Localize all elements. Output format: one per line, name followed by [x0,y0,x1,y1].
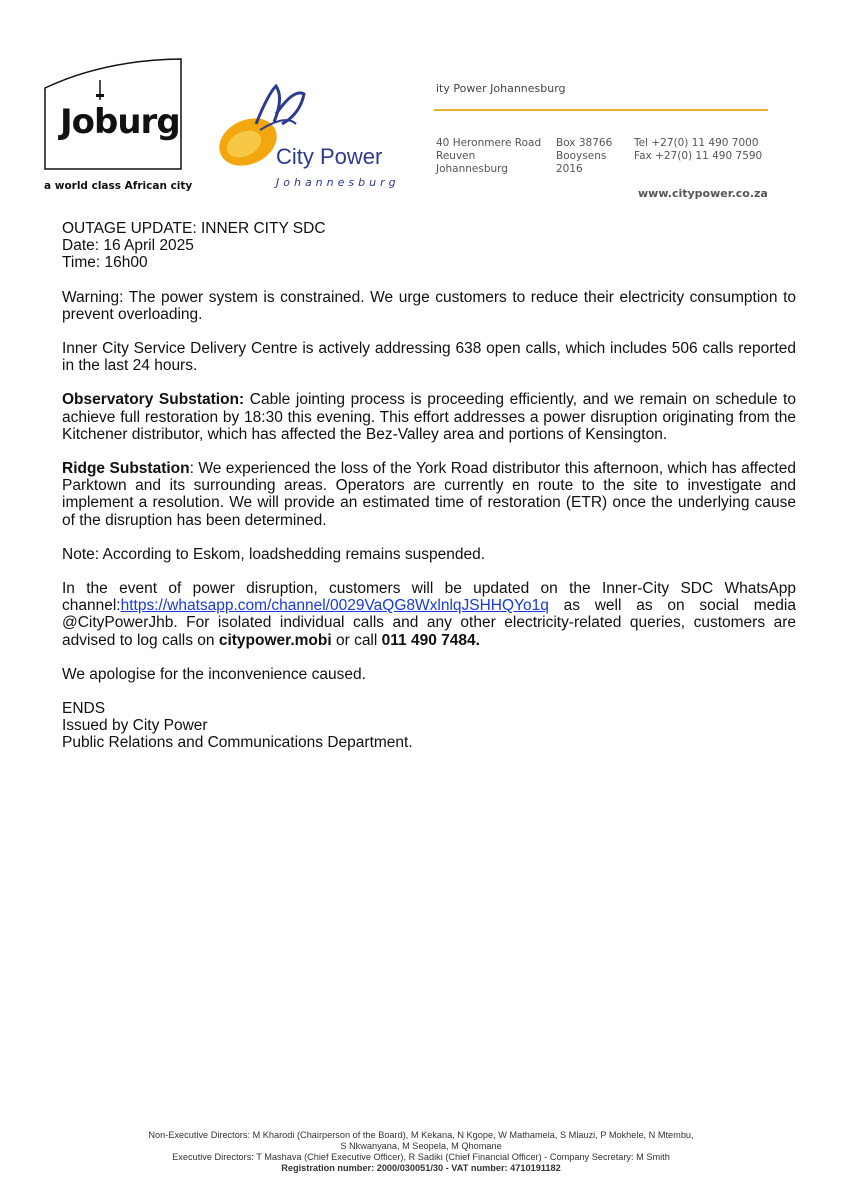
address-line: 2016 [556,163,583,175]
postal-address [556,137,612,176]
or-call-text: or call [331,631,382,649]
doc-date: Date: 16 April 2025 [62,237,194,255]
city-power-logo [216,84,416,194]
website: www.citypower.co.za [638,187,768,200]
city-power-wordmark: City Power [276,144,383,169]
apology-paragraph: We apologise for the inconvenience caused. [62,665,366,683]
observatory-label: Observatory Substation: [62,391,245,409]
channel-paragraph [62,580,796,649]
doc-title: OUTAGE UPDATE: INNER CITY SDC [62,220,326,237]
telephone: Tel +27(0) 11 490 7000 [634,137,759,149]
non-exec-directors-cont: S Nkwanyana, M Seopela, M Qhomane [340,1141,502,1151]
department: Public Relations and Communications Department. [62,734,413,752]
address-line: Johannesburg [436,163,508,175]
address-line: 40 Heronmere Road [436,137,542,149]
address-line: Box 38766 [556,137,613,149]
channel-intro: In the event of power disruption, customers will be updated on the Inner-City SDC WhatsApp channel: [62,580,796,615]
doc-time: Time: 16h00 [62,254,148,272]
citypower-mobi: citypower.mobi [218,631,332,649]
street-address [436,137,541,176]
header-rule [434,109,768,111]
org-name: ity Power Johannesburg [436,82,566,95]
fax: Fax +27(0) 11 490 7590 [634,150,763,162]
ridge-text: : We experienced the loss of the York Road distributor this afternoon, which has affected Parktown and its surrounding areas. Operators are currently en route to the site to investigate and implement a resolution. We will provide an estimated time of restoration (ETR) once the underlying cause of the disruption has been determined. [62,460,796,529]
contact-numbers [634,137,762,163]
call-centre-number: 011 490 7484. [381,631,480,649]
exec-label: Executive Directors: [172,1152,254,1162]
whatsapp-channel-link[interactable]: https://whatsapp.com/channel/0029VaQG8WxlnlqJSHHQYo1q [120,597,549,615]
loadshedding-note: Note: According to Eskom, loadshedding remains suspended. [62,545,486,563]
ridge-label: Ridge Substation [62,460,190,478]
observatory-paragraph [62,391,796,443]
joburg-tagline: a world class African city [44,180,193,192]
ridge-paragraph [62,460,796,529]
channel-text: as well as on social media @CityPowerJhb. For isolated individual calls and any other electricity-related queries, customers are advised to log calls on [62,597,796,649]
city-power-city: Johannesburg [276,176,400,189]
ends-marker: ENDS [62,700,106,718]
exec-directors: T Mashava (Chief Executive Officer), R Sadiki (Chief Financial Officer) - Company Secretary: M Smith [253,1152,670,1162]
joburg-wordmark: Joburg [60,102,180,142]
address-line: Reuven [436,150,476,162]
joburg-logo [44,58,182,170]
document-body [62,220,796,769]
non-exec-label: Non-Executive Directors: [148,1130,251,1140]
footer [0,1130,842,1174]
address-line: Booysens [556,150,607,162]
open-calls-paragraph: Inner City Service Delivery Centre is actively addressing 638 open calls, which includes 506 calls reported in the last 24 hours. [62,340,796,375]
warning-paragraph: Warning: The power system is constrained. We urge customers to reduce their electricity consumption to prevent overloading. [62,288,796,323]
observatory-text: Cable jointing process is proceeding efficiently, and we remain on schedule to achieve full restoration by 18:30 this evening. This effort addresses a power disruption originating from the Kitchener distributor, which has affected the Bez-Valley area and portions of Kensington. [62,391,796,443]
issuer: Issued by City Power [62,717,208,735]
registration-numbers: Registration number: 2000/030051/30 - VAT number: 4710191182 [281,1163,561,1173]
non-exec-directors: M Kharodi (Chairperson of the Board), M Kekana, N Kgope, W Mathamela, S Mlauzi, P Mokhele, N Mtembu, [250,1130,694,1140]
